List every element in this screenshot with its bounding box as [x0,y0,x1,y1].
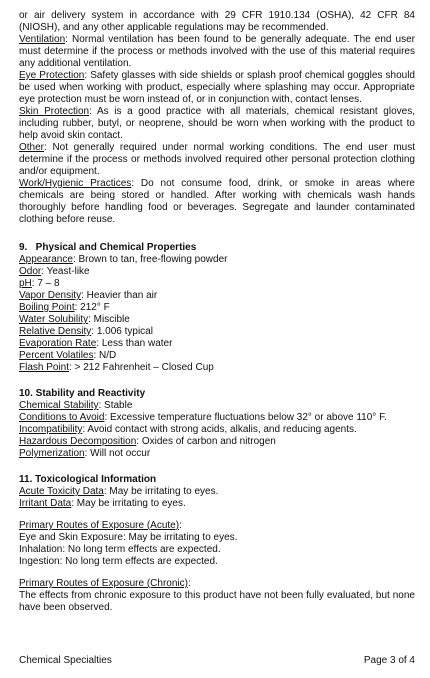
property-label: Odor [19,266,42,277]
property-row [19,302,415,314]
stability-row [19,424,415,436]
chronic-exposure-colon: : [187,578,191,589]
property-value: : N/D [93,350,117,361]
stability-row [19,412,415,424]
property-value: : Brown to tan, free-flowing powder [72,254,228,265]
chronic-exposure-text: The effects from chronic exposure to this product have not been fully evaluated, but none have been observed. [19,590,415,613]
spacer [19,568,415,578]
acute-exposure-heading [19,520,415,532]
ventilation-text: : Normal ventilation has been found to be generally adequate. The end user must determine if the process or methods involved with the use of this material requires any additional ventilation. [19,34,415,69]
stability-label: Polymerization [19,448,85,459]
property-value: : > 212 Fahrenheit – Closed Cup [69,362,214,373]
property-row [19,326,415,338]
stability-value: : Oxides of carbon and nitrogen [136,436,276,447]
page-footer [19,655,415,667]
skin-protection-text: : As is a good practice with all materials, chemical resistant gloves, including rubber, butyl, or neoprene, should be worn when working with the product to help avoid skin contact. [19,106,415,141]
property-label: Boiling Point [19,302,75,313]
property-value: : Yeast-like [41,266,90,277]
eye-protection-label: Eye Protection [19,70,85,81]
property-row [19,362,415,374]
property-value: : Less than water [96,338,173,349]
property-row [19,278,415,290]
chronic-exposure-heading [19,578,415,590]
stability-label: Incompatibility [19,424,83,435]
footer-company: Chemical Specialties [19,655,112,666]
section-10-heading: 10. Stability and Reactivity [19,388,146,399]
document-page [19,10,415,614]
toxicology-value: : May be irritating to eyes. [103,486,219,497]
acute-exposure-colon: : [179,520,182,531]
toxicology-row [19,486,415,498]
stability-row [19,436,415,448]
property-label: Relative Density [19,326,92,337]
work-hygienic-label: Work/Hygienic Practices [19,178,132,189]
property-label: Evaporation Rate [19,338,97,349]
spacer [19,510,415,520]
stability-label: Hazardous Decomposition [19,436,137,447]
section-9-heading: 9. Physical and Chemical Properties [19,242,197,253]
other-text: : Not generally required under normal working conditions. The end user must determine if the process or methods involved required other personal protection clothing and/or equipment. [19,142,415,177]
work-hygienic-paragraph [19,178,415,226]
property-row [19,254,415,266]
property-label: Appearance [19,254,73,265]
acute-exposure-line: Ingestion: No long term effects are expected. [19,556,218,567]
toxicology-row [19,498,415,510]
acute-exposure-line: Eye and Skin Exposure: May be irritating to eyes. [19,532,238,543]
property-row [19,266,415,278]
property-value: : 1.006 typical [91,326,153,337]
stability-value: : Excessive temperature fluctuations below 32° or above 110° F. [104,412,387,423]
eye-protection-paragraph [19,70,415,106]
property-label: Water Solubility [19,314,89,325]
acute-exposure-label: Primary Routes of Exposure (Acute) [19,520,180,531]
ventilation-paragraph [19,34,415,70]
property-label: Vapor Density [19,290,82,301]
acute-exposure-line: Inhalation: No long term effects are expected. [19,544,221,555]
work-hygienic-text: : Do not consume food, drink, or smoke in areas where chemicals are being stored or handled. After working with chemicals wash hands thoroughly before handling food or beverages. Segregate and launder contaminated clothing before reuse. [19,178,415,225]
stability-value: : Avoid contact with strong acids, alkalis, and reducing agents. [82,424,357,435]
spacer [19,226,415,236]
toxicology-label: Acute Toxicity Data [19,486,104,497]
spacer [19,460,415,468]
stability-value: : Will not occur [84,448,151,459]
stability-value: : Stable [98,400,133,411]
property-value: : 212° F [74,302,110,313]
eye-protection-text: : Safety glasses with side shields or splash proof chemical goggles should be used when working with product, especially where splashing may occur. Appropriate eye protection must be worn instead of, or in conjunction with, contact lenses. [19,70,415,105]
stability-label: Conditions to Avoid [19,412,105,423]
ventilation-label: Ventilation [19,34,66,45]
property-row [19,290,415,302]
skin-protection-label: Skin Protection [19,106,90,117]
property-row [19,338,415,350]
chronic-exposure-label: Primary Routes of Exposure (Chronic) [19,578,188,589]
property-label: Percent Volatiles [19,350,94,361]
toxicology-label: Irritant Data [19,498,72,509]
intro-paragraph: or air delivery system in accordance with 29 CFR 1910.134 (OSHA), 42 CFR 84 (NIOSH), and any other applicable regulations may be recommended. [19,10,415,33]
property-row [19,350,415,362]
footer-page-number: Page 3 of 4 [363,655,415,666]
toxicology-value: : May be irritating to eyes. [71,498,186,509]
other-paragraph [19,142,415,178]
section-11-heading: 11. Toxicological Information [19,474,157,485]
property-label: Flash Point [19,362,70,373]
property-value: : Heavier than air [81,290,158,301]
property-value: : Miscible [88,314,130,325]
property-value: : 7 – 8 [31,278,60,289]
stability-row [19,400,415,412]
stability-label: Chemical Stability [19,400,99,411]
property-row [19,314,415,326]
skin-protection-paragraph [19,106,415,142]
stability-row [19,448,415,460]
spacer [19,374,415,382]
other-label: Other [19,142,45,153]
property-label: pH [19,278,32,289]
